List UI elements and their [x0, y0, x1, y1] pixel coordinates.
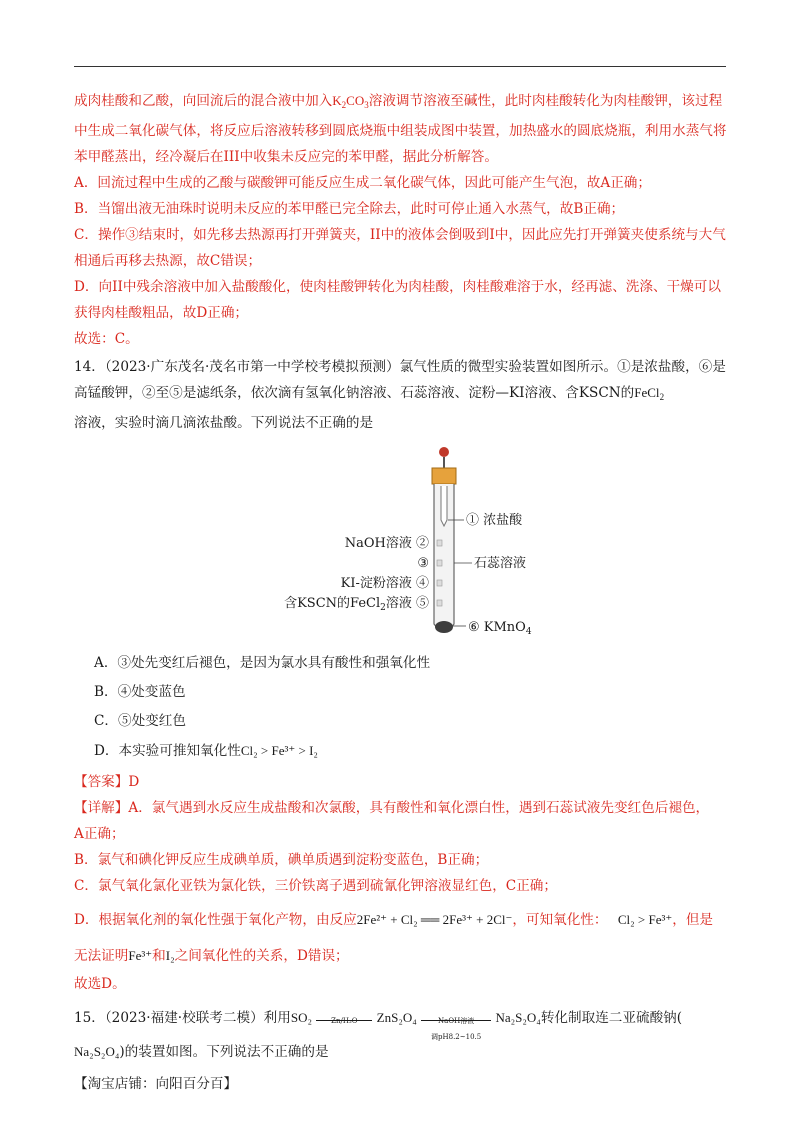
oxidation-order-formula: Cl₂ > Fe³⁺ > I₂: [240, 743, 318, 758]
explanation-option-b: B．当馏出液无油珠时说明未反应的苯甲醛已完全除去，此时可停止通入水蒸气，故B正确；: [74, 201, 625, 217]
q14-answer: 【答案】D: [74, 774, 140, 790]
oxidation-compare: Cl₂ > Fe³⁺: [617, 912, 673, 927]
label-4: KI-淀粉溶液 ④: [340, 576, 429, 591]
label-5: 含KSCN的FeCl$_2$溶液 ⑤: [284, 596, 429, 613]
paper-strip-4: [437, 580, 442, 586]
fecl2-formula: FeCl$_2$: [634, 385, 665, 402]
footer-shop-label: 【淘宝店铺：向阳百分百】: [74, 1076, 238, 1092]
inner-dropper: [441, 486, 447, 526]
explanation-choice: 故选：C。: [74, 331, 139, 347]
q14-option-c: C．⑤处变红色: [94, 713, 186, 729]
label-3: ③: [417, 556, 429, 571]
explanation-option-c: C．操作③结束时，如先移去热源再打开弹簧夹，II中的液体会倒吸到I中，因此应先打开弹簧夹使系统与大气相通后再移去热源，故C错误；: [74, 227, 726, 269]
page-content: [74, 88, 728, 1067]
paper-strip-5: [437, 600, 442, 606]
q14-detail-a: 【详解】A．氯气遇到水反应生成盐酸和次氯酸，具有酸性和氧化漂白性，遇到石蕊试液先变红色后褪色， A正确；: [74, 800, 710, 842]
rubber-stopper: [432, 468, 456, 484]
arrow-1: Zn/H₂O: [316, 1016, 372, 1021]
q15-stem: [74, 1003, 728, 1067]
label-3-right: 石蕊溶液: [474, 556, 527, 571]
q14-detail-b: B．氯气和碘化钾反应生成碘单质，碘单质遇到淀粉变蓝色，B正确；: [74, 852, 489, 868]
label-2: NaOH溶液 ②: [344, 536, 429, 551]
q15-line-2: Na₂S₂O₄)的装置如图。下列说法不正确的是: [74, 1044, 329, 1060]
q13-explanation: [74, 88, 728, 352]
q14-detail-d: D．根据氧化剂的氧化性强于氧化产物，由反应2Fe²⁺ + Cl₂ ══ 2Fe³⁺ + 2Cl⁻，可知氧化性： Cl₂ > Fe³⁺，但是: [74, 912, 714, 928]
q15-line-1: 15．（2023·福建·校联考二模）利用SO₂ Zn/H₂O ZnS₂O₄ NaOH溶液 调pH8.2~10.5 Na₂S₂O₄转化制取连二亚硫酸钠(: [74, 1010, 683, 1041]
q14-choice: 故选D。: [74, 976, 126, 992]
q14-option-b: B．④处变蓝色: [94, 684, 186, 700]
reaction-equation: 2Fe²⁺ + Cl₂ ══ 2Fe³⁺ + 2Cl⁻: [356, 912, 513, 927]
q14-detail-d-cont: 无法证明Fe³⁺和I₂之间氧化性的关系，D错误；: [74, 948, 349, 964]
label-1: ① 浓盐酸: [466, 513, 523, 528]
k2co3-formula: $K_2CO_3$: [332, 93, 369, 110]
q14-option-a: A．③处先变红后褪色，是因为氯水具有酸性和强氧化性: [94, 655, 431, 671]
q14-detail-c: C．氯气氧化氯化亚铁为氯化铁，三价铁离子遇到硫氰化钾溶液显红色，C正确；: [74, 878, 557, 894]
explanation-option-d: D．向II中残余溶液中加入盐酸酸化，使肉桂酸钾转化为肉桂酸，肉桂酸难溶于水，经再滤、洗涤、干燥可以获得肉桂酸粗品，故D正确；: [74, 279, 721, 321]
q14-answer-block: [74, 769, 728, 997]
test-tube-figure: [74, 442, 728, 646]
q14-option-d: D．本实验可推知氧化性Cl₂ > Fe³⁺ > I₂: [94, 743, 318, 759]
label-6: ⑥ KMnO$_4$: [468, 620, 532, 637]
paper-strip-2: [437, 540, 442, 546]
q14-stem: 14．（2023·广东茂名·茂名市第一中学校考模拟预测）氯气性质的微型实验装置如图所示。①是浓盐酸，⑥是高锰酸钾，②至⑤是滤纸条，依次滴有氢氧化钠溶液、石蕊溶液、淀粉—KI溶液、含KSCN的FeCl$_2$ 溶液，实验时滴几滴浓盐酸。下列说法不正确的是: [74, 359, 726, 431]
explanation-option-a: A．回流过程中生成的乙酸与碳酸钾可能反应生成二氧化碳气体，因此可能产生气泡，故A正确；: [74, 175, 651, 191]
apparatus-diagram: [284, 442, 624, 646]
kmno4-solid: [435, 621, 453, 633]
dropper-bulb: [439, 447, 449, 457]
explanation-paragraph: 成肉桂酸和乙酸，向回流后的混合液中加入$K_2CO_3$溶液调节溶液至碱性，此时肉桂酸转化为肉桂酸钾，该过程中生成二氧化碳气体，将反应后溶液转移到圆底烧瓶中组装成图中装置，加热盛水的圆底烧瓶，利用水蒸气将苯甲醛蒸出，经冷凝后在III中收集未反应完的苯甲醛，据此分析解答。: [74, 93, 727, 165]
paper-strip-3: [437, 560, 442, 566]
arrow-2: NaOH溶液 调pH8.2~10.5: [421, 1016, 491, 1021]
header-rule: [74, 66, 726, 67]
